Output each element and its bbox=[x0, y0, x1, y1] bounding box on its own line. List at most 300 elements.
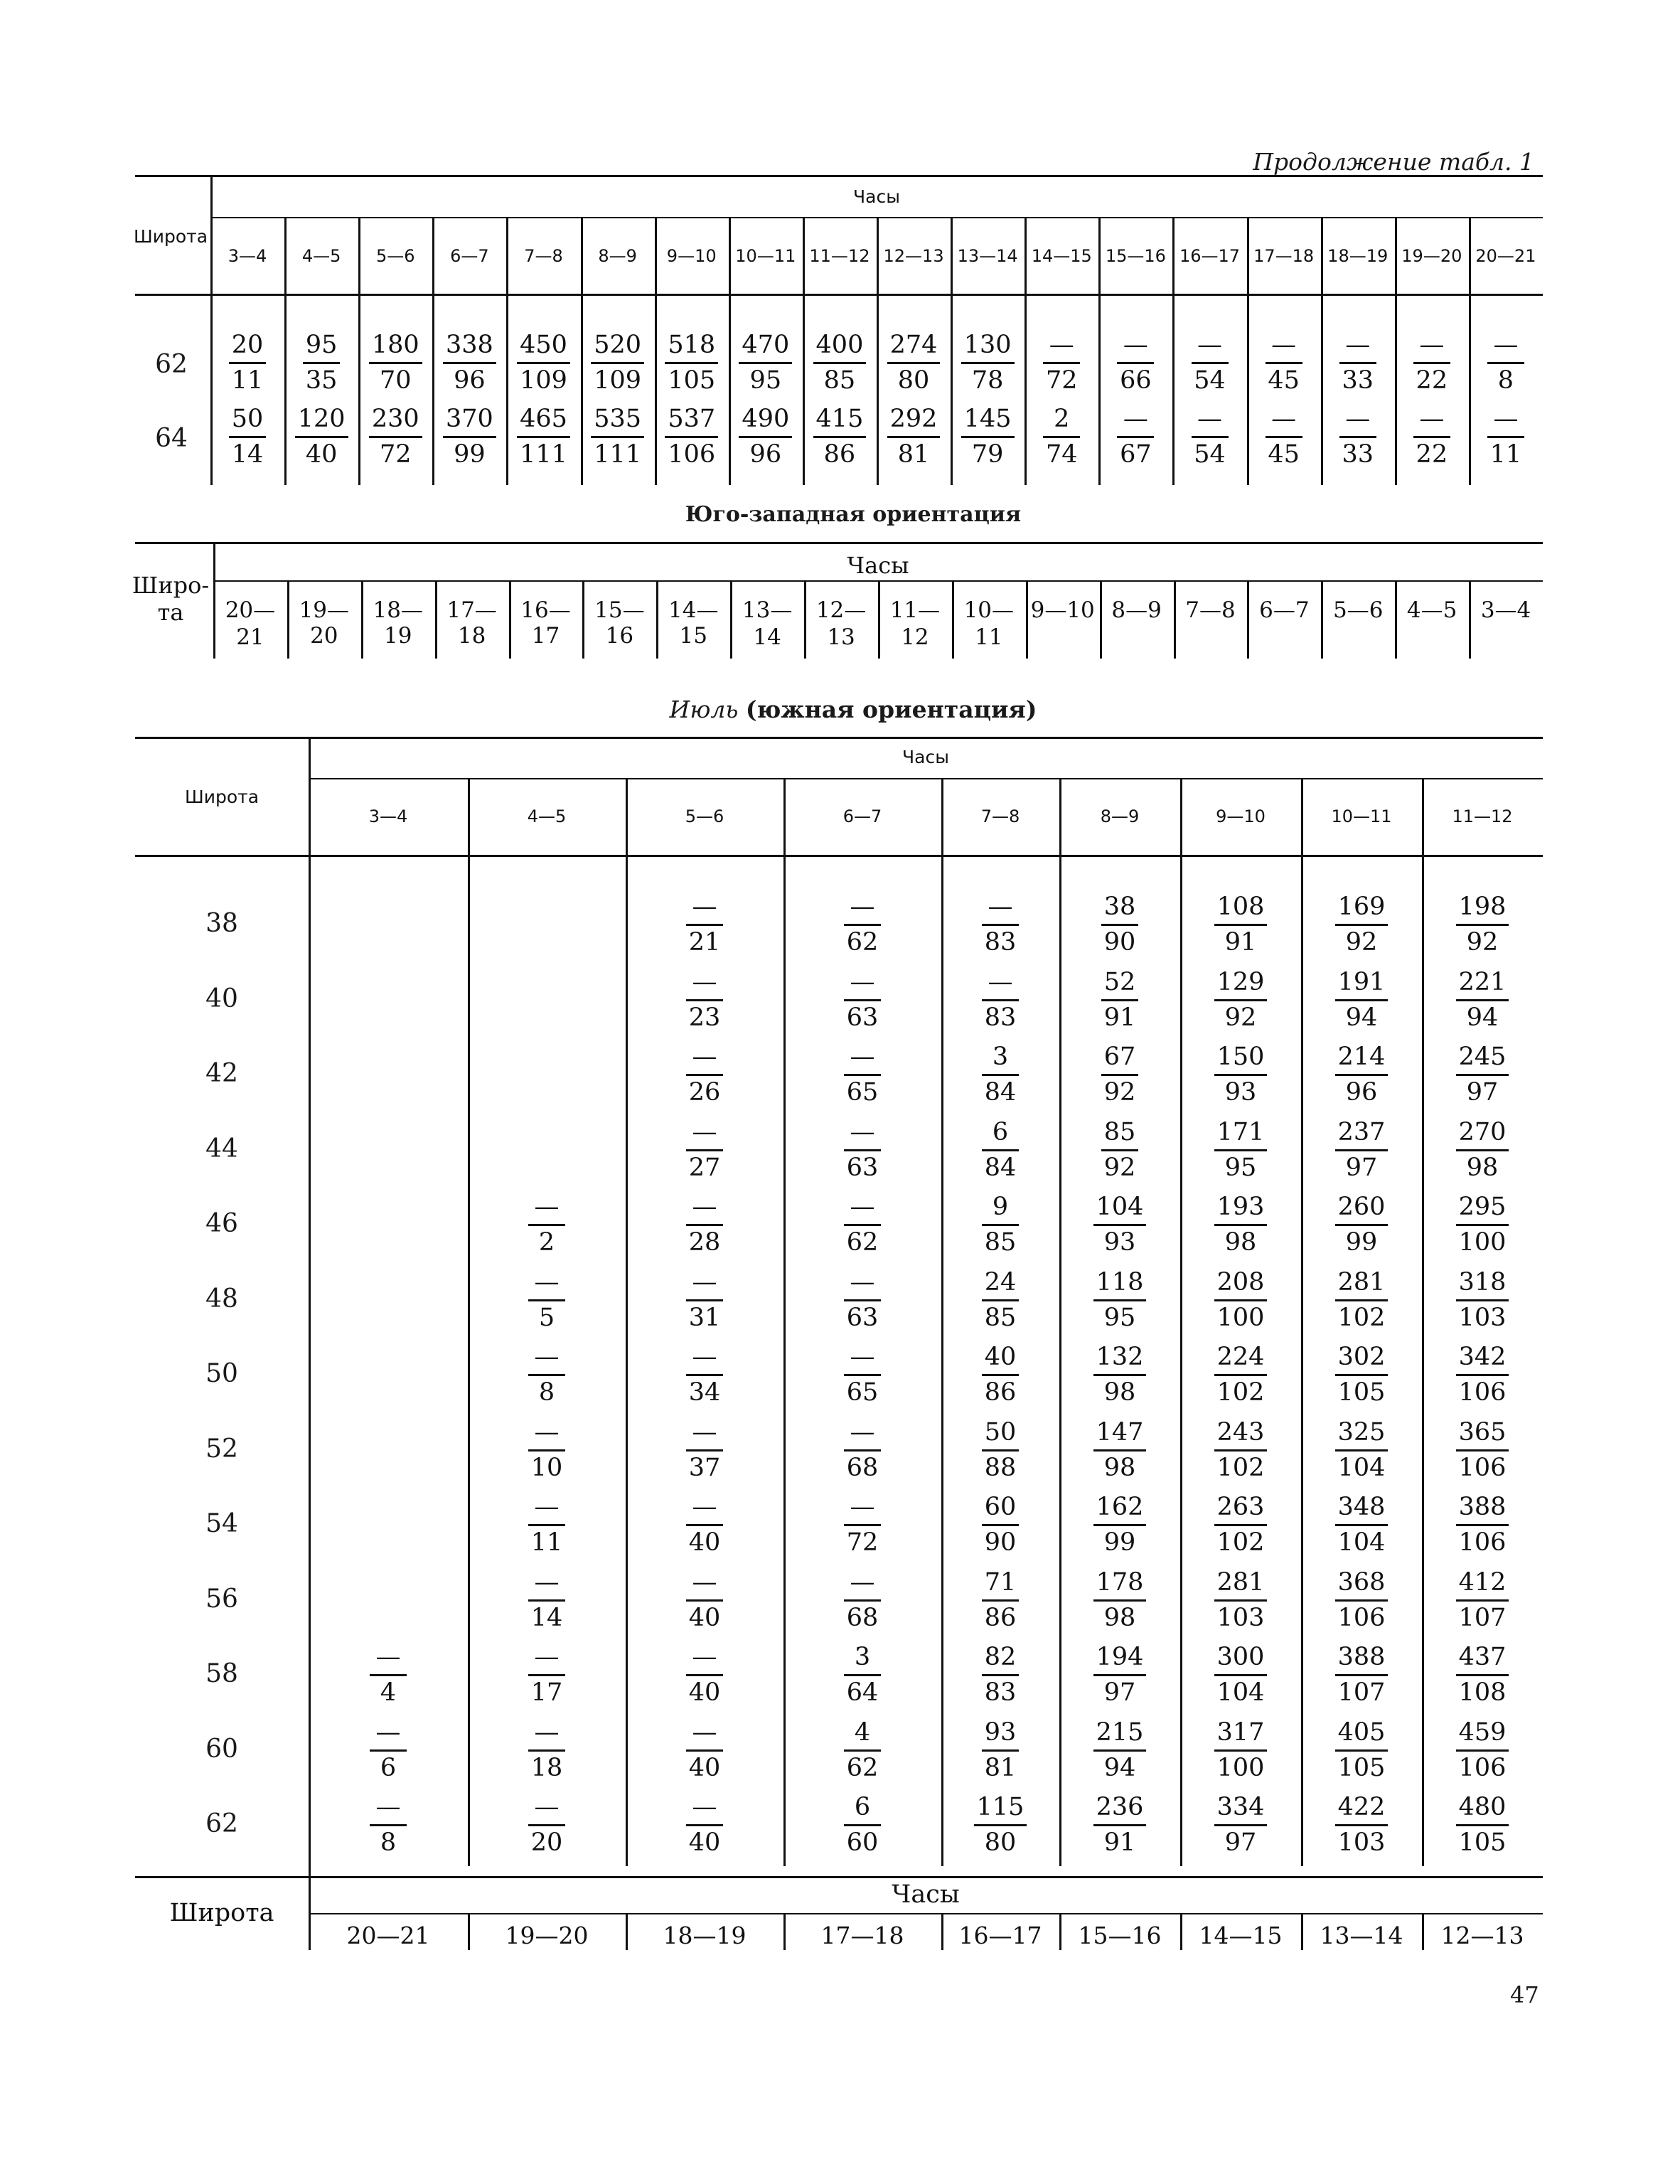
fraction-numerator: 292 bbox=[887, 407, 941, 438]
fraction-denominator: 2 bbox=[538, 1228, 555, 1257]
fraction-numerator: — bbox=[686, 1795, 723, 1826]
fraction-numerator: 535 bbox=[591, 407, 644, 438]
fraction-denominator: 33 bbox=[1342, 440, 1374, 469]
t1-cell bbox=[501, 407, 587, 467]
t3-cell bbox=[1440, 1645, 1525, 1705]
fraction-numerator: 4 bbox=[844, 1720, 881, 1752]
fraction-numerator: 224 bbox=[1214, 1345, 1268, 1376]
fraction-denominator: 91 bbox=[1224, 928, 1257, 957]
fraction-denominator: 79 bbox=[971, 440, 1004, 469]
fraction-numerator: 24 bbox=[982, 1270, 1020, 1301]
fraction-denominator: 103 bbox=[1216, 1603, 1265, 1632]
fraction-numerator: — bbox=[1413, 407, 1450, 438]
t3-cell bbox=[1077, 1795, 1162, 1855]
fraction-numerator: 67 bbox=[1101, 1045, 1139, 1076]
fraction-denominator: 85 bbox=[823, 366, 856, 395]
fraction-denominator: 94 bbox=[1466, 1003, 1499, 1032]
fraction-numerator: — bbox=[528, 1570, 565, 1602]
t2-col-header-l1: 17—18 bbox=[446, 597, 497, 649]
t3-cell bbox=[1319, 1267, 1404, 1332]
t2-col-header-l2: 13 bbox=[827, 624, 855, 650]
fraction-denominator: 65 bbox=[846, 1378, 879, 1407]
fraction-numerator: — bbox=[686, 970, 723, 1001]
fraction-numerator: 38 bbox=[1101, 895, 1139, 926]
fraction-numerator: — bbox=[370, 1720, 407, 1752]
t1-col-header: 5—6 bbox=[376, 246, 415, 266]
fraction-numerator: — bbox=[1339, 333, 1376, 364]
fraction-numerator: 3 bbox=[844, 1645, 881, 1676]
fraction-numerator: — bbox=[1266, 333, 1302, 364]
fraction-denominator: 63 bbox=[846, 1003, 879, 1032]
t3-col-divider bbox=[1059, 778, 1061, 1866]
fraction-numerator: 150 bbox=[1214, 1045, 1268, 1076]
t3-cell bbox=[1198, 1117, 1283, 1182]
fraction-numerator: — bbox=[528, 1195, 565, 1226]
fraction-denominator: 95 bbox=[1103, 1303, 1136, 1332]
t3-col-header: 3—4 bbox=[368, 806, 408, 826]
fraction-denominator: 111 bbox=[594, 440, 642, 469]
t1-lat-value: 62 bbox=[155, 350, 188, 379]
fraction-numerator: — bbox=[982, 895, 1019, 926]
fraction-denominator: 68 bbox=[846, 1453, 879, 1482]
fraction-numerator: 281 bbox=[1335, 1270, 1389, 1301]
t4-col-header: 18—19 bbox=[663, 1922, 747, 1949]
fraction-denominator: 67 bbox=[1120, 440, 1152, 469]
fraction-denominator: 96 bbox=[749, 440, 782, 469]
fraction-numerator: 437 bbox=[1456, 1645, 1509, 1676]
t3-cell bbox=[820, 895, 905, 955]
fraction-numerator: 52 bbox=[1101, 970, 1139, 1001]
fraction-denominator: 63 bbox=[846, 1303, 879, 1332]
t3-cell bbox=[1077, 1267, 1162, 1332]
fraction-numerator: 243 bbox=[1214, 1420, 1268, 1451]
fraction-denominator: 100 bbox=[1216, 1753, 1265, 1782]
t3-cell bbox=[820, 1417, 905, 1482]
t1-cell bbox=[871, 333, 956, 393]
t3-cell bbox=[1077, 895, 1162, 955]
t3-cell bbox=[1440, 1567, 1525, 1632]
fraction-numerator: 93 bbox=[982, 1720, 1020, 1752]
t2-lat-header-l2: та bbox=[157, 599, 184, 626]
t3-cell bbox=[1077, 1195, 1162, 1255]
t3-cell bbox=[662, 1345, 747, 1405]
t1-lat-value: 64 bbox=[155, 424, 188, 453]
fraction-denominator: 8 bbox=[1497, 366, 1514, 395]
t2-col-header-l1: 10— bbox=[963, 597, 1015, 623]
fraction-numerator: — bbox=[528, 1795, 565, 1826]
fraction-numerator: — bbox=[528, 1420, 565, 1451]
t3-cell bbox=[1440, 1117, 1525, 1182]
t2-col-header-l1: 4—5 bbox=[1406, 597, 1457, 623]
fraction-denominator: 70 bbox=[379, 366, 412, 395]
fraction-denominator: 94 bbox=[1103, 1753, 1136, 1782]
fraction-denominator: 22 bbox=[1416, 440, 1448, 469]
t2-col-header-l1: 12— bbox=[815, 597, 867, 623]
fraction-denominator: 83 bbox=[984, 1003, 1017, 1032]
t3-cell bbox=[1198, 1417, 1283, 1482]
fraction-numerator: — bbox=[686, 1195, 723, 1226]
t3-cell bbox=[1077, 1117, 1162, 1182]
fraction-numerator: 71 bbox=[982, 1570, 1020, 1602]
t2-col-header-l2: 14 bbox=[753, 624, 781, 650]
t1-cell bbox=[353, 407, 438, 467]
fraction-denominator: 20 bbox=[530, 1828, 563, 1857]
t1-col-header: 11—12 bbox=[809, 246, 870, 266]
t3-cell bbox=[1319, 1417, 1404, 1482]
fraction-numerator: 274 bbox=[887, 333, 941, 364]
fraction-numerator: 40 bbox=[982, 1345, 1020, 1376]
fraction-denominator: 22 bbox=[1416, 366, 1448, 395]
fraction-denominator: 107 bbox=[1458, 1603, 1507, 1632]
t3-cell bbox=[958, 967, 1043, 1032]
t3-lat-header: Широта bbox=[184, 787, 260, 807]
t1-col-header: 20—21 bbox=[1475, 246, 1536, 266]
fraction-numerator: 230 bbox=[369, 407, 422, 438]
t3-col-divider bbox=[783, 778, 786, 1866]
t3-cell bbox=[1077, 1417, 1162, 1482]
fraction-denominator: 17 bbox=[530, 1678, 563, 1707]
t3-lat-value: 44 bbox=[205, 1134, 238, 1163]
fraction-numerator: 237 bbox=[1335, 1120, 1389, 1151]
t3-col-divider bbox=[1422, 778, 1424, 1866]
fraction-denominator: 97 bbox=[1345, 1153, 1378, 1182]
t1-cell bbox=[427, 407, 512, 467]
t3-col-header: 9—10 bbox=[1216, 806, 1266, 826]
t3-cell bbox=[1077, 1045, 1162, 1105]
fraction-denominator: 54 bbox=[1194, 366, 1226, 395]
fraction-numerator: 95 bbox=[303, 333, 341, 364]
t3-cell bbox=[662, 1195, 747, 1255]
t4-col-header: 16—17 bbox=[958, 1922, 1042, 1949]
fraction-numerator: — bbox=[1117, 407, 1154, 438]
fraction-denominator: 81 bbox=[984, 1753, 1017, 1782]
t1-cell bbox=[1093, 333, 1178, 393]
t1-col-header: 7—8 bbox=[524, 246, 563, 266]
fraction-denominator: 66 bbox=[1120, 366, 1152, 395]
fraction-denominator: 94 bbox=[1345, 1003, 1378, 1032]
fraction-numerator: 221 bbox=[1456, 970, 1509, 1001]
t2-col-header-l1: 19—20 bbox=[299, 597, 350, 649]
fraction-denominator: 86 bbox=[984, 1603, 1017, 1632]
t2-col-header-l1: 20— bbox=[225, 597, 276, 623]
fraction-denominator: 14 bbox=[231, 440, 264, 469]
t1-cell bbox=[575, 333, 660, 393]
t3-cell bbox=[662, 1567, 747, 1632]
fraction-numerator: 368 bbox=[1335, 1570, 1389, 1602]
fraction-denominator: 109 bbox=[520, 366, 567, 395]
fraction-denominator: 108 bbox=[1458, 1678, 1507, 1707]
fraction-numerator: 518 bbox=[665, 333, 718, 364]
fraction-numerator: 20 bbox=[229, 333, 267, 364]
fraction-denominator: 105 bbox=[1337, 1753, 1386, 1782]
t3-cell bbox=[504, 1645, 589, 1705]
t3-cell bbox=[1319, 1495, 1404, 1555]
t4-col-header: 17—18 bbox=[820, 1922, 904, 1949]
t3-lat-value: 56 bbox=[205, 1584, 238, 1614]
fraction-numerator: 85 bbox=[1101, 1120, 1139, 1151]
t3-cell bbox=[958, 1045, 1043, 1105]
t3-cell bbox=[1440, 1495, 1525, 1555]
fraction-numerator: 129 bbox=[1214, 970, 1268, 1001]
fraction-numerator: — bbox=[844, 1045, 881, 1076]
fraction-numerator: 115 bbox=[974, 1795, 1027, 1826]
fraction-numerator: — bbox=[686, 1645, 723, 1676]
fraction-denominator: 98 bbox=[1466, 1153, 1499, 1182]
fraction-numerator: — bbox=[528, 1345, 565, 1376]
fraction-denominator: 83 bbox=[984, 928, 1017, 957]
t1-cell bbox=[797, 333, 882, 393]
fraction-denominator: 91 bbox=[1103, 1828, 1136, 1857]
t1-cell bbox=[871, 407, 956, 467]
fraction-denominator: 109 bbox=[594, 366, 642, 395]
t1-cell bbox=[427, 333, 512, 393]
fraction-numerator: 214 bbox=[1335, 1045, 1389, 1076]
fraction-numerator: 537 bbox=[665, 407, 718, 438]
fraction-numerator: 270 bbox=[1456, 1120, 1509, 1151]
fraction-numerator: 198 bbox=[1456, 895, 1509, 926]
t2-col-header-l1: 8—9 bbox=[1111, 597, 1162, 623]
fraction-denominator: 106 bbox=[1458, 1528, 1507, 1557]
fraction-numerator: — bbox=[1487, 333, 1524, 364]
t3-cell bbox=[504, 1195, 589, 1255]
t2-col-header-l1: 13— bbox=[742, 597, 793, 623]
t3-lat-value: 62 bbox=[205, 1809, 238, 1838]
fraction-denominator: 85 bbox=[984, 1303, 1017, 1332]
fraction-denominator: 10 bbox=[530, 1453, 563, 1482]
fraction-numerator: — bbox=[1192, 407, 1229, 438]
t3-cell bbox=[1077, 1645, 1162, 1705]
t3-cell bbox=[820, 1117, 905, 1182]
fraction-numerator: 480 bbox=[1456, 1795, 1509, 1826]
t3-lat-value: 54 bbox=[205, 1509, 238, 1538]
fraction-denominator: 8 bbox=[538, 1378, 555, 1407]
fraction-denominator: 28 bbox=[688, 1228, 721, 1257]
t1-cell bbox=[353, 333, 438, 393]
t3-cell bbox=[346, 1795, 431, 1855]
fraction-denominator: 99 bbox=[454, 440, 486, 469]
fraction-numerator: — bbox=[844, 1495, 881, 1526]
fraction-numerator: 415 bbox=[813, 407, 867, 438]
fraction-denominator: 96 bbox=[1345, 1078, 1378, 1107]
southwest-title: Юго-западная ориентация bbox=[685, 502, 1022, 527]
fraction-denominator: 104 bbox=[1337, 1528, 1386, 1557]
fraction-numerator: 169 bbox=[1335, 895, 1389, 926]
fraction-numerator: — bbox=[844, 1270, 881, 1301]
fraction-denominator: 14 bbox=[530, 1603, 563, 1632]
t3-cell bbox=[1319, 895, 1404, 955]
fraction-numerator: 412 bbox=[1456, 1570, 1509, 1602]
t3-col-header: 4—5 bbox=[527, 806, 567, 826]
fraction-numerator: 470 bbox=[739, 333, 792, 364]
fraction-numerator: 490 bbox=[739, 407, 792, 438]
t3-cell bbox=[1198, 1795, 1283, 1855]
fraction-denominator: 106 bbox=[1458, 1453, 1507, 1482]
t3-cell bbox=[958, 1795, 1043, 1855]
t3-col-header: 8—9 bbox=[1100, 806, 1140, 826]
t1-cell bbox=[797, 407, 882, 467]
t3-cell bbox=[1440, 895, 1525, 955]
t1-cell bbox=[1167, 333, 1253, 393]
t1-cell bbox=[1463, 333, 1548, 393]
fraction-denominator: 93 bbox=[1103, 1228, 1136, 1257]
fraction-denominator: 90 bbox=[984, 1528, 1017, 1557]
t3-cell bbox=[662, 895, 747, 955]
fraction-denominator: 4 bbox=[380, 1678, 397, 1707]
t1-cell bbox=[1019, 407, 1104, 467]
t1-col-header: 9—10 bbox=[666, 246, 717, 266]
t3-lat-value: 52 bbox=[205, 1434, 238, 1464]
fraction-denominator: 74 bbox=[1045, 440, 1078, 469]
fraction-denominator: 34 bbox=[688, 1378, 721, 1407]
fraction-numerator: — bbox=[844, 1420, 881, 1451]
fraction-numerator: 348 bbox=[1335, 1495, 1389, 1526]
fraction-denominator: 80 bbox=[897, 366, 930, 395]
t3-cell bbox=[958, 1567, 1043, 1632]
fraction-denominator: 102 bbox=[1216, 1378, 1265, 1407]
t2-col-header-l1: 14—15 bbox=[668, 597, 719, 649]
fraction-numerator: 450 bbox=[517, 333, 570, 364]
t1-lat-header: Широта bbox=[133, 226, 208, 247]
t1-cell bbox=[1315, 407, 1401, 467]
fraction-numerator: 520 bbox=[591, 333, 644, 364]
fraction-numerator: 338 bbox=[443, 333, 496, 364]
fraction-numerator: 50 bbox=[982, 1420, 1020, 1451]
fraction-denominator: 105 bbox=[668, 366, 716, 395]
fraction-numerator: 459 bbox=[1456, 1720, 1509, 1752]
fraction-denominator: 54 bbox=[1194, 440, 1226, 469]
t3-cell bbox=[1440, 1195, 1525, 1255]
fraction-denominator: 11 bbox=[1489, 440, 1522, 469]
fraction-numerator: — bbox=[982, 970, 1019, 1001]
fraction-denominator: 86 bbox=[823, 440, 856, 469]
fraction-denominator: 102 bbox=[1216, 1528, 1265, 1557]
fraction-denominator: 97 bbox=[1224, 1828, 1257, 1857]
t3-cell bbox=[1198, 895, 1283, 955]
t3-lat-value: 38 bbox=[205, 909, 238, 938]
table-caption: Продолжение табл. 1 bbox=[1253, 148, 1534, 176]
t3-cell bbox=[820, 1567, 905, 1632]
fraction-denominator: 107 bbox=[1337, 1678, 1386, 1707]
t3-lat-value: 46 bbox=[205, 1209, 238, 1238]
fraction-numerator: — bbox=[686, 1045, 723, 1076]
fraction-numerator: — bbox=[844, 1120, 881, 1151]
fraction-numerator: — bbox=[686, 1495, 723, 1526]
fraction-numerator: — bbox=[686, 895, 723, 926]
t2-col-header-l1: 11— bbox=[889, 597, 941, 623]
fraction-numerator: 147 bbox=[1093, 1420, 1147, 1451]
fraction-numerator: 388 bbox=[1335, 1645, 1389, 1676]
t3-cell bbox=[1077, 1717, 1162, 1782]
fraction-numerator: — bbox=[528, 1645, 565, 1676]
fraction-numerator: — bbox=[528, 1270, 565, 1301]
fraction-denominator: 18 bbox=[530, 1753, 563, 1782]
fraction-denominator: 92 bbox=[1224, 1003, 1257, 1032]
fraction-denominator: 95 bbox=[1224, 1153, 1257, 1182]
fraction-numerator: 300 bbox=[1214, 1645, 1268, 1676]
t3-cell bbox=[958, 1417, 1043, 1482]
t3-cell bbox=[958, 1717, 1043, 1782]
page-number: 47 bbox=[1510, 1981, 1539, 2008]
fraction-denominator: 60 bbox=[846, 1828, 879, 1857]
t3-cell bbox=[662, 1417, 747, 1482]
t3-cell bbox=[504, 1495, 589, 1555]
t4-col-header: 20—21 bbox=[346, 1922, 430, 1949]
t3-cell bbox=[1077, 1345, 1162, 1405]
fraction-denominator: 104 bbox=[1216, 1678, 1265, 1707]
fraction-numerator: — bbox=[844, 970, 881, 1001]
t3-cell bbox=[1198, 1195, 1283, 1255]
t3-cell bbox=[1440, 1417, 1525, 1482]
t1-col-header: 15—16 bbox=[1105, 246, 1166, 266]
fraction-denominator: 106 bbox=[1458, 1753, 1507, 1782]
t2-lat-header-l1: Широ- bbox=[132, 572, 210, 599]
t3-cell bbox=[1198, 1495, 1283, 1555]
fraction-denominator: 86 bbox=[984, 1378, 1017, 1407]
t1-cell bbox=[945, 333, 1030, 393]
t3-col-divider bbox=[626, 778, 628, 1866]
t3-cell bbox=[1198, 1645, 1283, 1705]
fraction-numerator: 405 bbox=[1335, 1720, 1389, 1752]
july-title-italic: Июль bbox=[669, 696, 739, 723]
t3-lat-value: 58 bbox=[205, 1659, 238, 1688]
fraction-denominator: 106 bbox=[1337, 1603, 1386, 1632]
fraction-numerator: — bbox=[844, 1345, 881, 1376]
t4-col-header: 14—15 bbox=[1199, 1922, 1283, 1949]
t2-col-header-l2: 11 bbox=[975, 624, 1003, 650]
fraction-denominator: 98 bbox=[1103, 1603, 1136, 1632]
fraction-denominator: 92 bbox=[1345, 928, 1378, 957]
fraction-numerator: — bbox=[686, 1120, 723, 1151]
t3-cell bbox=[662, 1645, 747, 1705]
t3-cell bbox=[504, 1717, 589, 1782]
july-title bbox=[569, 696, 1138, 723]
fraction-denominator: 111 bbox=[520, 440, 567, 469]
fraction-numerator: — bbox=[686, 1720, 723, 1752]
t2-col-header-l1: 15—16 bbox=[594, 597, 645, 649]
fraction-denominator: 93 bbox=[1224, 1078, 1257, 1107]
t1-cell bbox=[723, 333, 808, 393]
t1-col-header: 12—13 bbox=[883, 246, 944, 266]
t4-col-header: 13—14 bbox=[1320, 1922, 1403, 1949]
fraction-denominator: 84 bbox=[984, 1153, 1017, 1182]
fraction-denominator: 88 bbox=[984, 1453, 1017, 1482]
fraction-numerator: 370 bbox=[443, 407, 496, 438]
t1-cell bbox=[1389, 407, 1475, 467]
t2-col-header-l1: 18—19 bbox=[373, 597, 423, 649]
fraction-denominator: 97 bbox=[1466, 1078, 1499, 1107]
t3-cell bbox=[662, 1795, 747, 1855]
t3-col-divider bbox=[468, 778, 470, 1866]
t3-cell bbox=[820, 967, 905, 1032]
t3-lat-value: 48 bbox=[205, 1284, 238, 1314]
t3-cell bbox=[504, 1567, 589, 1632]
t3-cell bbox=[820, 1345, 905, 1405]
t3-cell bbox=[1440, 1345, 1525, 1405]
t3-cell bbox=[820, 1045, 905, 1105]
t3-cell bbox=[958, 1195, 1043, 1255]
t3-cell bbox=[1319, 1645, 1404, 1705]
fraction-denominator: 68 bbox=[846, 1603, 879, 1632]
t1-col-header: 8—9 bbox=[598, 246, 637, 266]
t3-cell bbox=[1440, 1045, 1525, 1105]
t3-cell bbox=[662, 1267, 747, 1332]
t3-cell bbox=[1319, 1567, 1404, 1632]
fraction-denominator: 97 bbox=[1103, 1678, 1136, 1707]
t2-col-header-l2: 21 bbox=[236, 624, 264, 650]
fraction-numerator: 260 bbox=[1335, 1195, 1389, 1226]
t3-cell bbox=[504, 1345, 589, 1405]
t3-lat-value: 50 bbox=[205, 1359, 238, 1388]
